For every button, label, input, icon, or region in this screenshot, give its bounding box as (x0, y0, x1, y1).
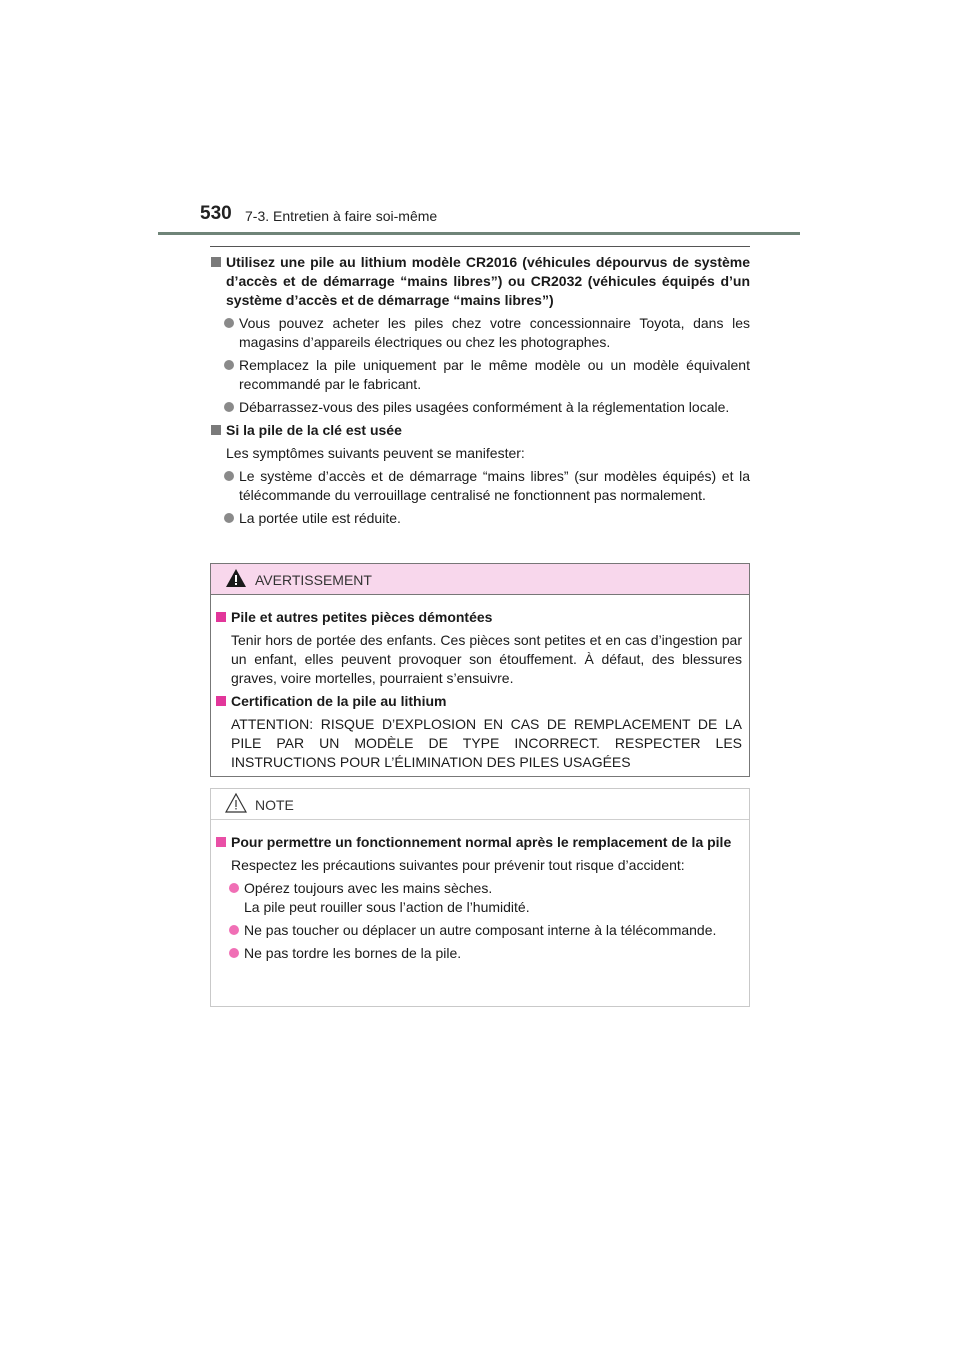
note-body (211, 820, 749, 963)
item-intro: Les symptômes suivants peuvent se manifester: (226, 445, 525, 461)
list-item-text: Débarrassez-vous des piles usagées conformément à la réglementation locale. (239, 399, 730, 415)
top-divider (210, 246, 750, 247)
circle-bullet-icon (229, 925, 239, 935)
header-rule (158, 232, 800, 235)
item-battery-type (210, 253, 750, 310)
note-header (211, 789, 749, 820)
list-item (210, 509, 750, 528)
list-item-text: Ne pas tordre les bornes de la pile. (244, 945, 462, 961)
warning-box (210, 563, 750, 777)
warning-section-title (215, 692, 742, 711)
warning-text: Tenir hors de portée des enfants. Ces pièces sont petites et en cas d’ingestion par un enfant, elles peuvent provoquer son étouffement. À défaut, des blessures graves, voire mortelles, pourraient s’ensuivre. (231, 632, 742, 686)
list-item (210, 398, 750, 417)
section-heading: Certification de la pile au lithium (231, 693, 447, 709)
warning-label: AVERTISSEMENT (255, 572, 372, 588)
square-bullet-icon (216, 696, 226, 706)
note-intro: Respectez les précautions suivantes pour prévenir tout risque d’accident: (231, 857, 685, 873)
circle-bullet-icon (224, 471, 234, 481)
item-title: Utilisez une pile au lithium modèle CR2016 (véhicules dépourvus de système d’accès et de démarrage “mains libres”) ou CR2032 (véhicules équipés d’un système d’accès et de démarrage “mains libres”) (226, 254, 750, 308)
circle-bullet-icon (224, 360, 234, 370)
list-item-text: Remplacez la pile uniquement par le même modèle ou un modèle équivalent recommandé par le fabricant. (239, 357, 750, 392)
list-item-text: Vous pouvez acheter les piles chez votre concessionnaire Toyota, dans les magasins d’appareils électriques ou chez les photographes. (239, 315, 750, 350)
section-heading: Pile et autres petites pièces démontées (231, 609, 493, 625)
note-section-title (215, 833, 742, 852)
circle-bullet-icon (224, 513, 234, 523)
square-bullet-icon (216, 837, 226, 847)
caution-outline-icon (225, 792, 247, 814)
list-item (215, 921, 742, 940)
page-number: 530 (200, 203, 232, 224)
section-heading: Pour permettre un fonctionnement normal après le remplacement de la pile (231, 834, 732, 850)
note-label: NOTE (255, 797, 294, 813)
square-bullet-icon (211, 425, 221, 435)
list-item (215, 944, 742, 963)
square-bullet-icon (211, 257, 221, 267)
list-item-text: Opérez toujours avec les mains sèches. (244, 880, 493, 896)
warning-text: ATTENTION: RISQUE D’EXPLOSION EN CAS DE REMPLACEMENT DE LA PILE PAR UN MODÈLE DE TYPE INCORRECT. RESPECTER LES INSTRUCTIONS POUR L’ÉLIMINATION DES PILES USAGÉES (231, 716, 742, 770)
main-content (210, 253, 750, 532)
circle-bullet-icon (229, 948, 239, 958)
list-item (215, 879, 742, 917)
note-box (210, 788, 750, 1007)
item-title: Si la pile de la clé est usée (226, 422, 402, 438)
list-item-subtext: La pile peut rouiller sous l’action de l’humidité. (244, 899, 530, 915)
list-item (210, 356, 750, 394)
list-item-text: La portée utile est réduite. (239, 510, 401, 526)
item-key-battery-low (210, 421, 750, 440)
list-item-text: Le système d’accès et de démarrage “mains libres” (sur modèles équipés) et la télécommande du verrouillage centralisé ne fonctionnent pas normalement. (239, 468, 750, 503)
section-title: 7-3. Entretien à faire soi-même (245, 208, 438, 224)
warning-body (211, 595, 749, 772)
warning-header (211, 564, 749, 595)
list-item (210, 314, 750, 352)
square-bullet-icon (216, 612, 226, 622)
warning-icon (225, 567, 247, 589)
list-item-text: Ne pas toucher ou déplacer un autre composant interne à la télécommande. (244, 922, 717, 938)
circle-bullet-icon (224, 402, 234, 412)
list-item (210, 467, 750, 505)
warning-section-title (215, 608, 742, 627)
circle-bullet-icon (229, 883, 239, 893)
circle-bullet-icon (224, 318, 234, 328)
